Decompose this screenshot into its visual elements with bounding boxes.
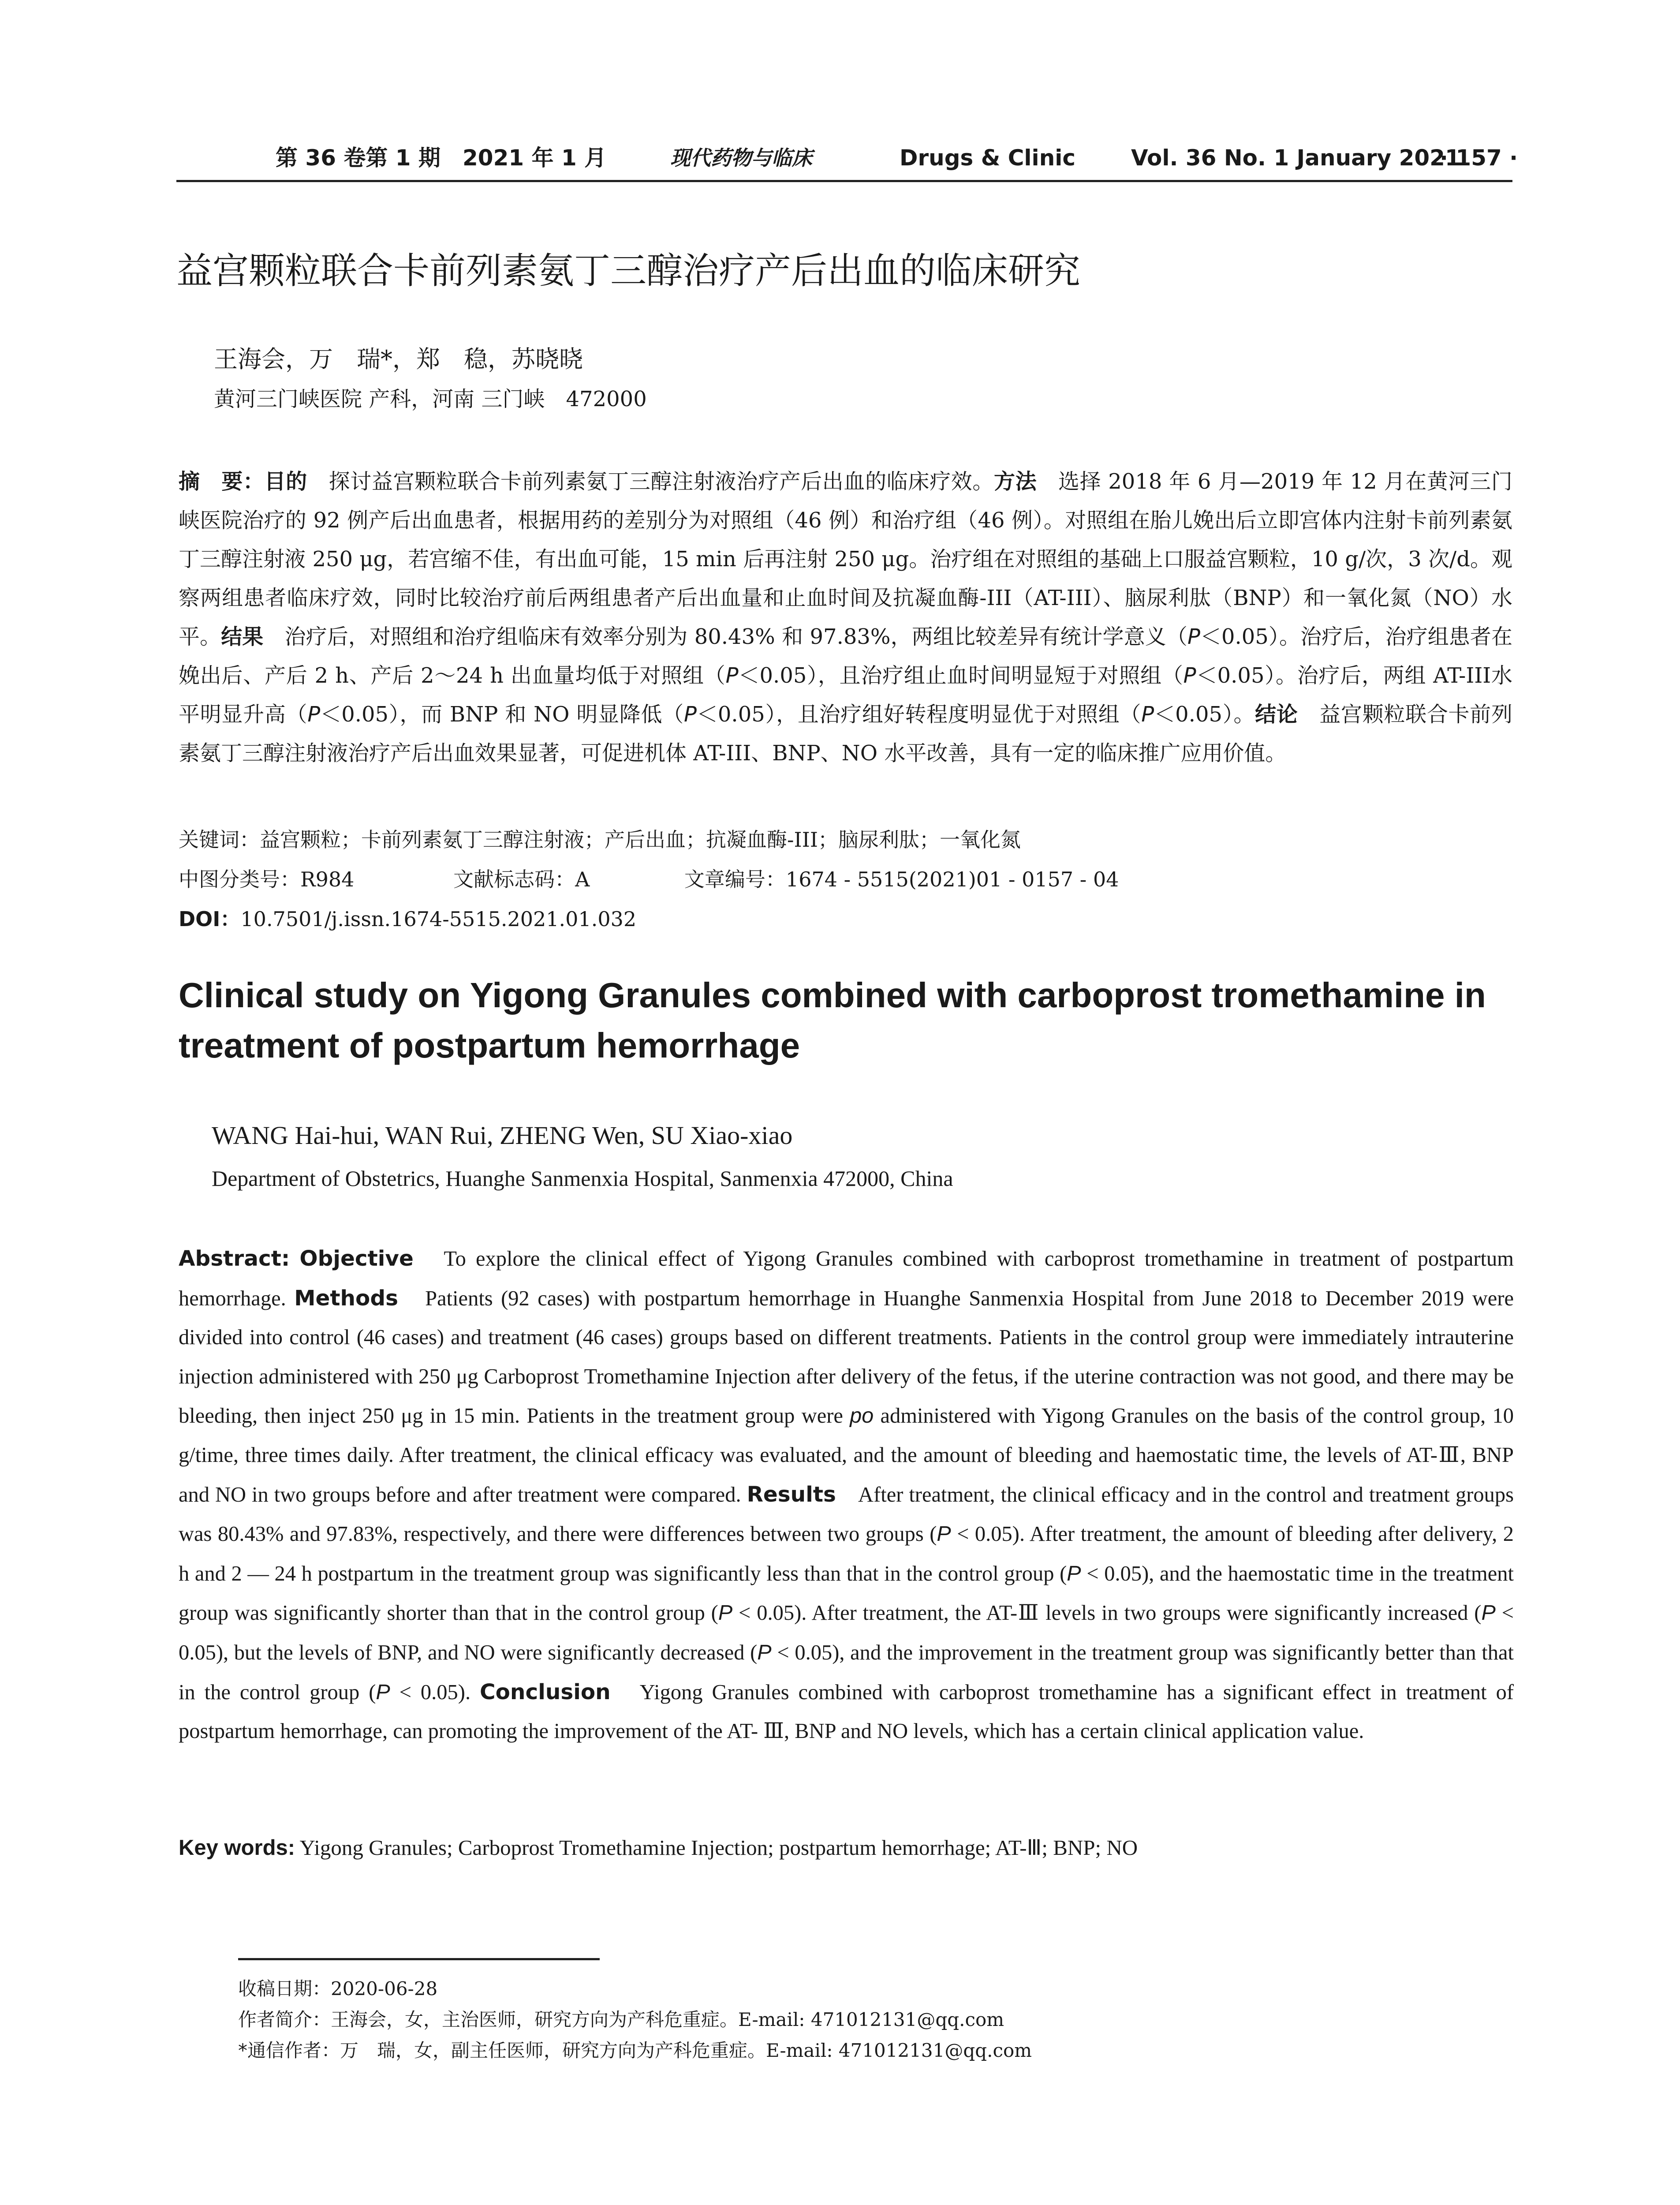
cn-results-text: 治疗后，对照组和治疗组临床有效率分别为 80.43% 和 97.83%，两组比较差异有统计学意义（ [263,624,1187,649]
cn-results-text: ＜0.05）。治疗后，治疗组患者在娩出后、产后 2 h、产后 2～24 h 出血量均低于对照组（ [179,624,1512,688]
footnote-author [238,2007,1004,2033]
received-value: 2020-06-28 [331,1978,438,1999]
p-symbol: P [1183,663,1196,688]
en-methods-text: administered with Yigong Granules on the basis of the control group, 10 g/time, three times daily. After treatment, the clinical efficacy was evaluated, and the amount of bleeding and haemostatic time, the levels of AT-Ⅲ, BNP and NO in two groups before and after treatment were compared. [179,1404,1514,1506]
doc-code-value: A [575,867,590,891]
cn-results-label: 结果 [221,624,264,649]
received-label: 收稿日期： [238,1978,331,1999]
en-results-label: Results [747,1482,836,1507]
footnote-divider [238,1958,600,1960]
cn-objective-text: 探讨益宫颗粒联合卡前列素氨丁三醇注射液治疗产后出血的临床疗效。 [307,469,994,494]
corresponding-value: 万 瑞，女，副主任医师，研究方向为产科危重症。E-mail: 471012131@qq.com [340,2040,1032,2061]
en-conclusion-text: Yigong Granules combined with carboprost tromethamine has a significant effect in treatment of postpartum hemorrhage, can promoting the improvement of the AT- Ⅲ, BNP and NO levels, which has a certain clinical application value. [179,1680,1514,1743]
clc-label: 中图分类号： [179,867,300,891]
cn-title: 益宫颗粒联合卡前列素氨丁三醇治疗产后出血的临床研究 [176,250,1081,292]
en-keywords-label: Key words: [179,1836,295,1860]
en-conclusion-label: Conclusion [480,1679,611,1704]
footnote-corresponding [238,2037,1032,2064]
cn-conclusion-label: 结论 [1255,702,1298,727]
header-volume-cn: 第 36 卷第 1 期 2021 年 1 月 [276,145,607,171]
cn-results-text: ＜0.05）。 [1154,702,1255,727]
p-symbol: P [683,702,697,727]
cn-results-text: ＜0.05），且治疗组止血时间明显短于对照组（ [738,663,1183,688]
header-page-number: · 157 · [1440,145,1518,171]
en-results-text: < 0.05). [390,1680,480,1704]
cn-keywords-label: 关键词： [179,828,260,852]
p-symbol: P [307,702,321,727]
cn-abstract [179,462,1512,773]
p-symbol: P [1067,1561,1081,1585]
en-results-text: < 0.05). After treatment, the amount of bleeding after delivery, 2 h and 2 — 24 h postpartum in the treatment group was significantly less than that in the control group ( [179,1522,1514,1585]
author-bio-value: 王海会，女，主治医师，研究方向为产科危重症。E-mail: 471012131@qq.com [331,2009,1004,2030]
cn-keywords-text: 益宫颗粒；卡前列素氨丁三醇注射液；产后出血；抗凝血酶-III；脑尿利肽；一氧化氮 [260,828,1021,852]
p-symbol: P [937,1522,951,1546]
cn-authors: 王海会，万 瑞*，郑 稳，苏晓晓 [214,345,583,373]
en-keywords-text: Yigong Granules; Carboprost Tromethamine Injection; postpartum hemorrhage; AT-Ⅲ; BNP; NO [295,1835,1138,1860]
en-results-text: < 0.05), and the haemostatic time in the treatment group was significantly shorter than that in the control group ( [179,1562,1514,1625]
en-results-text: < 0.05), but the levels of BNP, and NO were significantly decreased ( [179,1601,1514,1664]
author-bio-label: 作者简介： [238,2009,331,2030]
doi-value: 10.7501/j.issn.1674-5515.2021.01.032 [240,907,637,931]
en-keywords [179,1830,1138,1865]
header-journal-cn: 现代药物与临床 [670,146,812,170]
cn-keywords [179,820,1021,859]
p-symbol: P [725,663,739,688]
en-affiliation: Department of Obstetrics, Huanghe Sanmenxia Hospital, Sanmenxia 472000, China [212,1166,953,1191]
doi-label: DOI： [179,907,241,931]
doc-code-label: 文献标志码： [453,867,575,891]
header-volume-en: Vol. 36 No. 1 January 2021 [1131,145,1460,171]
en-methods-text: Patients (92 cases) with postpartum hemorrhage in Huanghe Sanmenxia Hospital from June 2018 to December 2019 were divided into control (46 cases) and treatment (46 cases) groups based on different treatments. Patients in the control group were immediately intrauterine injection administered with 250 μg Carboprost Tromethamine Injection after delivery of the fetus, if the uterine contraction was not good, and there may be bleeding, then inject 250 μg in 15 min. Patients in the treatment group were [179,1286,1514,1428]
en-abstract-label: Abstract: [179,1246,290,1271]
en-results-text: < 0.05). After treatment, the AT-Ⅲ levels in two groups were significantly increased ( [732,1601,1482,1625]
doi-line [179,900,636,938]
en-results-text: After treatment, the clinical efficacy and in the control and treatment groups was 80.43% and 97.83%, respectively, and there were differences between two groups ( [179,1483,1514,1546]
p-symbol: P [1187,624,1200,649]
cn-results-text: ＜0.05），而 BNP 和 NO 明显降低（ [320,702,684,727]
p-symbol: P [757,1640,772,1664]
footnote-received [238,1976,437,2002]
p-symbol: P [376,1680,390,1704]
article-no-label: 文章编号： [684,867,786,891]
po-abbrev: po [850,1404,874,1428]
cn-objective-label: 目的 [264,469,307,494]
cn-classification-line [179,860,1119,899]
article-no-value: 1674 - 5515(2021)01 - 0157 - 04 [785,867,1119,891]
en-objective-label: Objective [299,1246,414,1271]
en-title: Clinical study on Yigong Granules combined with carboprost tromethamine in treatment of postpartum hemorrhage [179,975,1486,1065]
corresponding-label: *通信作者： [238,2040,340,2061]
en-results-text: < 0.05), and the improvement in the treatment group was significantly better than that in the control group ( [179,1641,1514,1704]
running-header [176,140,1518,182]
cn-conclusion-text: 益宫颗粒联合卡前列素氨丁三醇注射液治疗产后出血效果显著，可促进机体 AT-III、BNP、NO 水平改善，具有一定的临床推广应用价值。 [179,702,1512,766]
cn-results-text: ＜0.05）。治疗后，两组 AT-III水平明显升高（ [179,663,1512,727]
cn-results-text: ＜0.05），且治疗组好转程度明显优于对照组（ [696,702,1142,727]
cn-affiliation: 黄河三门峡医院 产科，河南 三门峡 472000 [214,387,647,411]
en-abstract [179,1239,1514,1751]
en-authors: WANG Hai-hui, WAN Rui, ZHENG Wen, SU Xiao-xiao [212,1121,793,1150]
clc-value: R984 [300,867,355,891]
cn-abstract-label: 摘 要： [179,469,265,494]
header-journal-en: Drugs & Clinic [900,145,1076,171]
p-symbol: P [1141,702,1154,727]
cn-methods-label: 方法 [994,469,1037,494]
en-objective-text: To explore the clinical effect of Yigong Granules combined with carboprost tromethamine in treatment of postpartum hemorrhage. [179,1247,1514,1310]
en-methods-label: Methods [294,1286,398,1311]
cn-methods-text: 选择 2018 年 6 月—2019 年 12 月在黄河三门峡医院治疗的 92 例产后出血患者，根据用药的差别分为对照组（46 例）和治疗组（46 例）。对照组在胎儿娩出后立即宫体内注射卡前列素氨丁三醇注射液 250 μg，若宫缩不佳，有出血可能，15 min 后再注射 250 μg。治疗组在对照组的基础上口服益宫颗粒，10 g/次，3 次/d。观察两组患者临床疗效，同时比较治疗前后两组患者产后出血量和止血时间及抗凝血酶-III（AT-III）、脑尿利肽（BNP）和一氧化氮（NO）水平。 [179,469,1512,649]
p-symbol: P [718,1601,733,1625]
p-symbol: P [1481,1601,1496,1625]
